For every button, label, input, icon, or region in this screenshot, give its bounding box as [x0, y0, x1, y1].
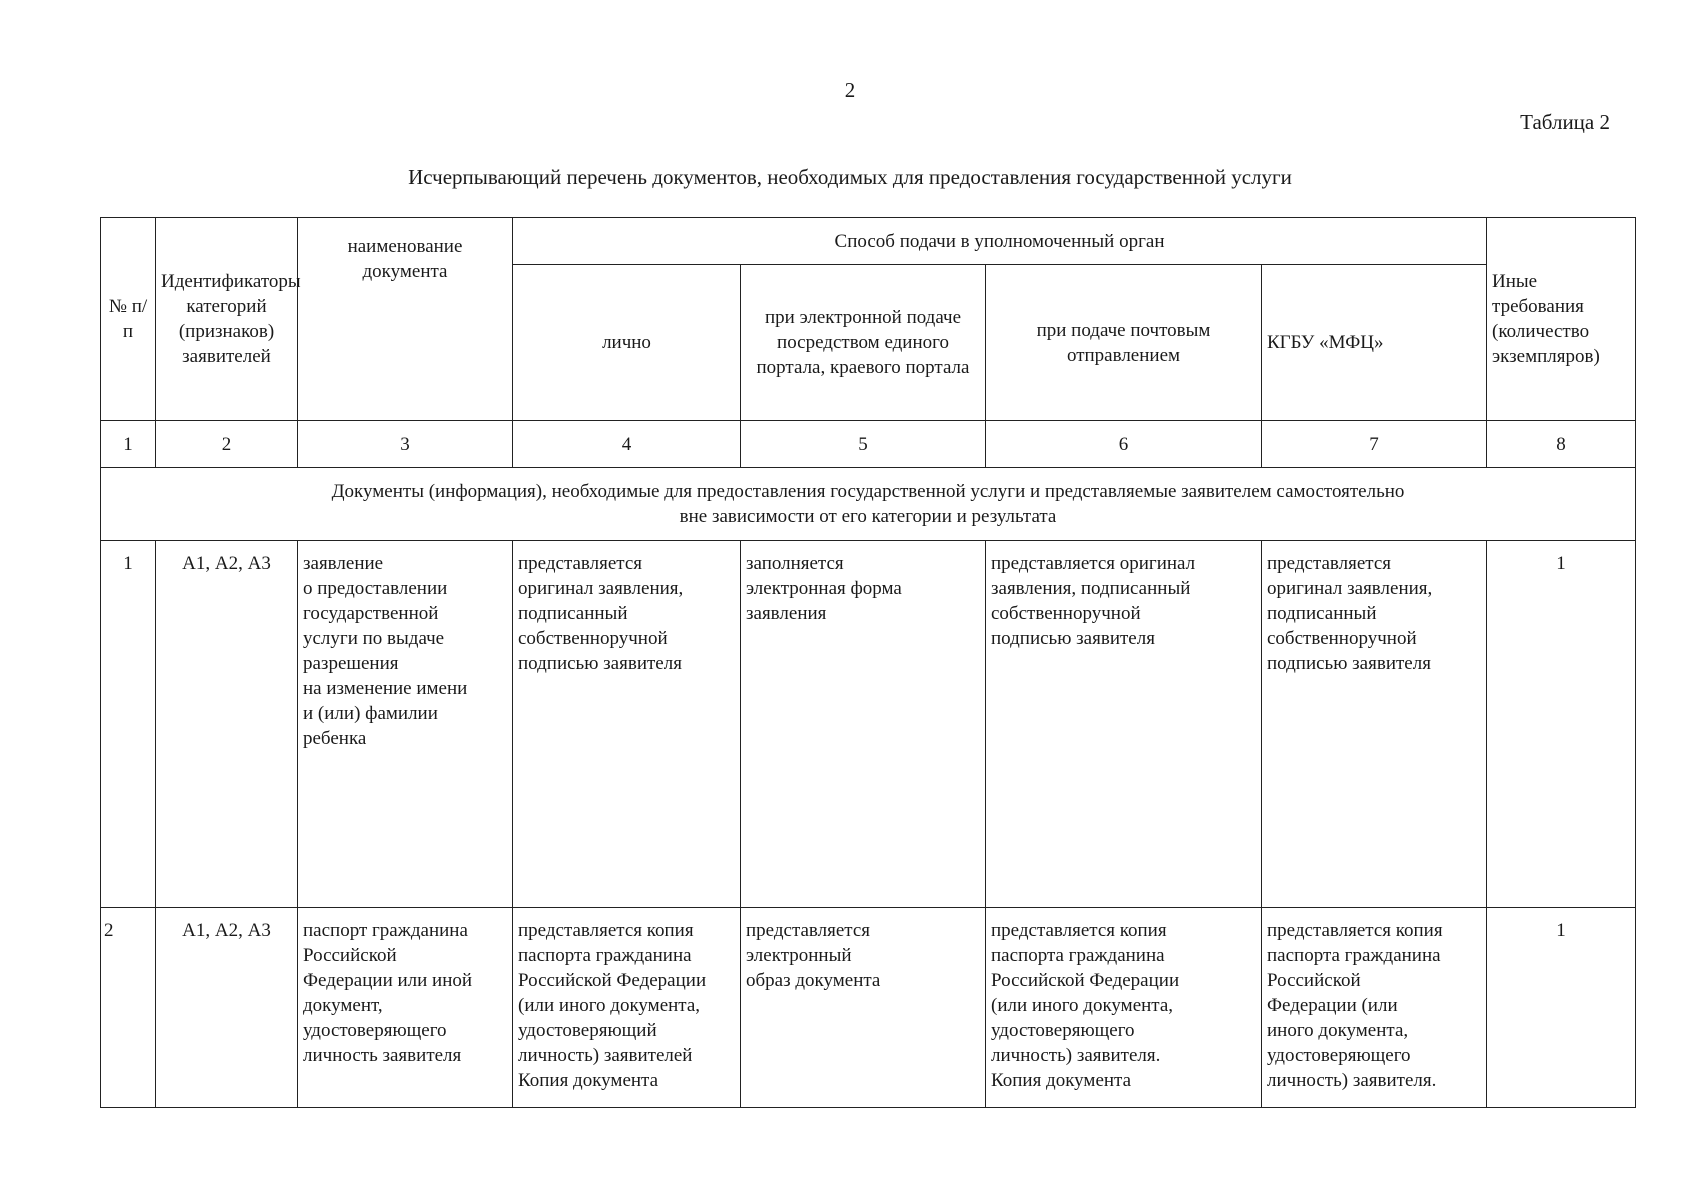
cell-line: представляется — [746, 920, 871, 941]
column-number: 8 — [1487, 421, 1636, 468]
cell-line: государственной — [303, 603, 439, 624]
table-row — [101, 908, 1636, 1108]
cell-line: паспорта гражданина — [518, 945, 692, 966]
row-document-name — [298, 541, 513, 908]
page-number: 2 — [844, 78, 856, 102]
cell-line: и (или) фамилии — [303, 703, 438, 724]
cell-line: паспорта гражданина — [991, 945, 1165, 966]
header-electronic: при электронной подаче посредством единого портала, краевого портала — [741, 265, 986, 421]
table-row — [101, 541, 1636, 908]
cell-line: представляется копия — [1267, 920, 1443, 941]
cell-line: личность) заявителей — [518, 1045, 693, 1066]
column-number-row — [101, 421, 1636, 468]
cell-line: образ документа — [746, 970, 881, 991]
header-other-requirements: Иные требования (количество экземпляров) — [1487, 218, 1636, 421]
row-mfc — [1262, 541, 1487, 908]
cell-line: Российской — [303, 945, 397, 966]
cell-line: представляется — [1267, 553, 1392, 574]
row-categories: А1, А2, А3 — [156, 541, 298, 908]
cell-line: представляется копия — [518, 920, 694, 941]
row-electronic — [741, 541, 986, 908]
header-in-person: лично — [513, 265, 741, 421]
cell-line: личность) заявителя. — [1267, 1070, 1437, 1091]
cell-line: услуги по выдаче — [303, 628, 445, 649]
cell-line: оригинал заявления, — [518, 578, 684, 599]
cell-line: Российской Федерации — [518, 970, 707, 991]
column-number: 7 — [1262, 421, 1487, 468]
cell-line: собственноручной — [518, 628, 668, 649]
cell-line: заявление — [303, 553, 384, 574]
section-heading — [101, 468, 1636, 541]
cell-line: личность заявителя — [303, 1045, 462, 1066]
cell-line: Федерации или иной — [303, 970, 473, 991]
cell-line: электронная форма — [746, 578, 902, 599]
header-row-1 — [101, 218, 1636, 265]
row-postal — [986, 908, 1262, 1108]
section-line-2: вне зависимости от его категории и результата — [679, 506, 1057, 527]
row-postal — [986, 541, 1262, 908]
row-in-person — [513, 541, 741, 908]
row-electronic — [741, 908, 986, 1108]
row-copies: 1 — [1487, 908, 1636, 1108]
header-postal: при подаче почтовым отправлением — [986, 265, 1262, 421]
header-mfc: КГБУ «МФЦ» — [1262, 265, 1487, 421]
header-submission-method: Способ подачи в уполномоченный орган — [513, 218, 1487, 265]
cell-line: документ, — [303, 995, 383, 1016]
cell-line: Копия документа — [518, 1070, 659, 1091]
column-number: 3 — [298, 421, 513, 468]
row-number: 1 — [101, 541, 156, 908]
cell-line: (или иного документа, — [518, 995, 701, 1016]
cell-line: ребенка — [303, 728, 367, 749]
cell-line: иного документа, — [1267, 1020, 1409, 1041]
row-categories: А1, А2, А3 — [156, 908, 298, 1108]
column-number: 1 — [101, 421, 156, 468]
column-number: 2 — [156, 421, 298, 468]
row-copies: 1 — [1487, 541, 1636, 908]
cell-line: Российской Федерации — [991, 970, 1180, 991]
cell-line: паспорта гражданина — [1267, 945, 1441, 966]
cell-line: представляется копия — [991, 920, 1167, 941]
cell-line: подписью заявителя — [1267, 653, 1431, 674]
cell-line: удостоверяющего — [1267, 1045, 1411, 1066]
cell-line: представляется — [518, 553, 643, 574]
section-line-1: Документы (информация), необходимые для предоставления государственной услуги и представляемые заявителем самостоятельно — [331, 481, 1405, 502]
row-mfc — [1262, 908, 1487, 1108]
cell-line: Федерации (или — [1267, 995, 1398, 1016]
section-row — [101, 468, 1636, 541]
row-document-name — [298, 908, 513, 1108]
header-number: № п/п — [101, 218, 156, 421]
header-document-name: наименование документа — [298, 218, 513, 421]
cell-line: заявления, подписанный — [991, 578, 1191, 599]
row-in-person — [513, 908, 741, 1108]
cell-line: собственноручной — [991, 603, 1141, 624]
cell-line: подписью заявителя — [518, 653, 682, 674]
document-title: Исчерпывающий перечень документов, необходимых для предоставления государственной услуги — [408, 165, 1292, 189]
cell-line: подписанный — [518, 603, 628, 624]
cell-line: оригинал заявления, — [1267, 578, 1433, 599]
cell-line: представляется оригинал — [991, 553, 1196, 574]
cell-line: Копия документа — [991, 1070, 1132, 1091]
cell-line: (или иного документа, — [991, 995, 1174, 1016]
row-number: 2 — [101, 908, 156, 1108]
cell-line: Российской — [1267, 970, 1361, 991]
cell-line: паспорт гражданина — [303, 920, 468, 941]
cell-line: собственноручной — [1267, 628, 1417, 649]
header-categories: Идентификаторы категорий (признаков) заявителей — [156, 218, 298, 421]
documents-table — [100, 217, 1636, 1108]
cell-line: заявления — [746, 603, 827, 624]
cell-line: личность) заявителя. — [991, 1045, 1161, 1066]
column-number: 5 — [741, 421, 986, 468]
column-number: 6 — [986, 421, 1262, 468]
table-label: Таблица 2 — [1520, 110, 1610, 134]
cell-line: подписанный — [1267, 603, 1377, 624]
cell-line: о предоставлении — [303, 578, 448, 599]
cell-line: электронный — [746, 945, 852, 966]
column-number: 4 — [513, 421, 741, 468]
cell-line: на изменение имени — [303, 678, 468, 699]
cell-line: удостоверяющего — [991, 1020, 1135, 1041]
cell-line: подписью заявителя — [991, 628, 1155, 649]
cell-line: заполняется — [746, 553, 844, 574]
cell-line: разрешения — [303, 653, 399, 674]
cell-line: удостоверяющего — [303, 1020, 447, 1041]
cell-line: удостоверяющий — [518, 1020, 657, 1041]
